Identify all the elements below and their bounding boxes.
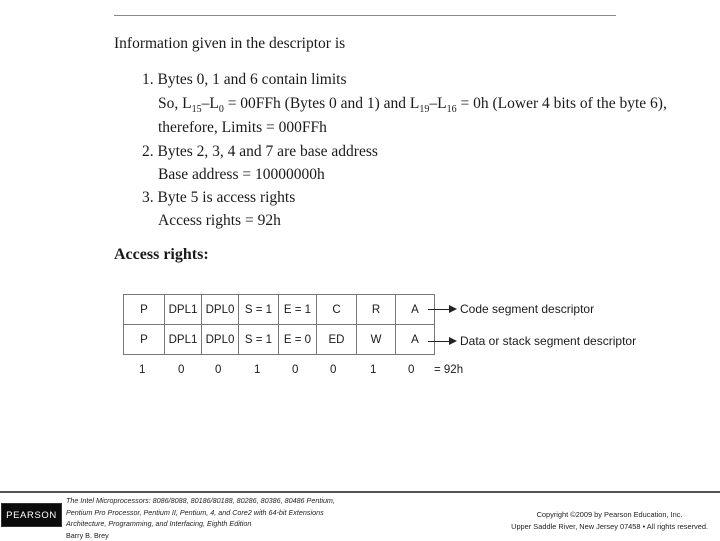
table-cell: P [124,325,165,355]
table-row-data [124,325,435,355]
step-1: 1. Bytes 0, 1 and 6 contain limits [142,71,347,89]
bit-value: 0 [408,364,414,376]
table-cell: ED [317,325,357,355]
book-title-line: Pentium Pro Processor, Pentium II, Pentium, 4, and Core2 with 64-bit Extensions [66,507,335,519]
table-cell: W [357,325,396,355]
step-3-rights: Access rights = 92h [158,212,281,230]
table-cell: R [357,295,396,325]
book-citation [66,495,335,541]
bit-value: 0 [215,364,221,376]
copyright-line: Copyright ©2009 by Pearson Education, Inc. [511,509,708,521]
step-1-therefore: therefore, Limits = 000FFh [158,119,327,137]
pearson-logo: PEARSON [1,503,62,527]
table-cell: E = 1 [279,295,317,325]
bit-value: 0 [178,364,184,376]
table-cell: S = 1 [239,325,279,355]
book-title-line: Architecture, Programming, and Interfacing, Eighth Edition [66,518,335,530]
book-author: Barry B. Brey [66,530,335,541]
code-segment-label: Code segment descriptor [460,302,594,316]
bit-value: 1 [139,364,145,376]
copyright-notice [511,509,708,533]
table-cell: DPL1 [165,295,202,325]
arrow-right-icon [428,341,450,342]
subscript-19: 19 [419,104,429,115]
bit-value: 0 [292,364,298,376]
subscript-16: 16 [447,104,457,115]
table-cell: A [396,325,435,355]
access-rights-table [123,294,435,355]
bit-value: 0 [330,364,336,376]
arrow-right-icon [428,309,450,310]
step-1-dash-a: –L [202,95,219,112]
table-cell: DPL0 [202,295,239,325]
table-cell: E = 0 [279,325,317,355]
subscript-15: 15 [192,104,202,115]
bit-value: 1 [370,364,376,376]
table-cell: P [124,295,165,325]
bit-value: 1 [254,364,260,376]
step-1-text-b: = 00FFh (Bytes 0 and 1) and L [224,95,420,112]
step-3: 3. Byte 5 is access rights [142,189,295,207]
result-value: = 92h [434,364,463,376]
copyright-line: Upper Saddle River, New Jersey 07458 • All rights reserved. [511,521,708,533]
step-2-base: Base address = 10000000h [158,166,325,184]
table-cell: A [396,295,435,325]
book-title-line: The Intel Microprocessors: 8086/8088, 80186/80188, 80286, 80386, 80486 Pentium, [66,495,335,507]
table-cell: DPL0 [202,325,239,355]
step-1-text-a: So, L [158,95,192,112]
step-2: 2. Bytes 2, 3, 4 and 7 are base address [142,143,378,161]
data-segment-label: Data or stack segment descriptor [460,334,636,348]
step-1-limits [158,95,667,119]
table-cell: S = 1 [239,295,279,325]
subscript-0: 0 [219,104,224,115]
footer-divider [0,491,720,493]
step-1-text-c: = 0h (Lower 4 bits of the byte 6), [457,95,667,112]
table-row-code [124,295,435,325]
descriptor-heading: Information given in the descriptor is [114,35,345,53]
access-rights-heading: Access rights: [114,246,209,264]
table-cell: C [317,295,357,325]
table-cell: DPL1 [165,325,202,355]
step-1-dash-b: –L [429,95,446,112]
top-divider [114,15,616,16]
